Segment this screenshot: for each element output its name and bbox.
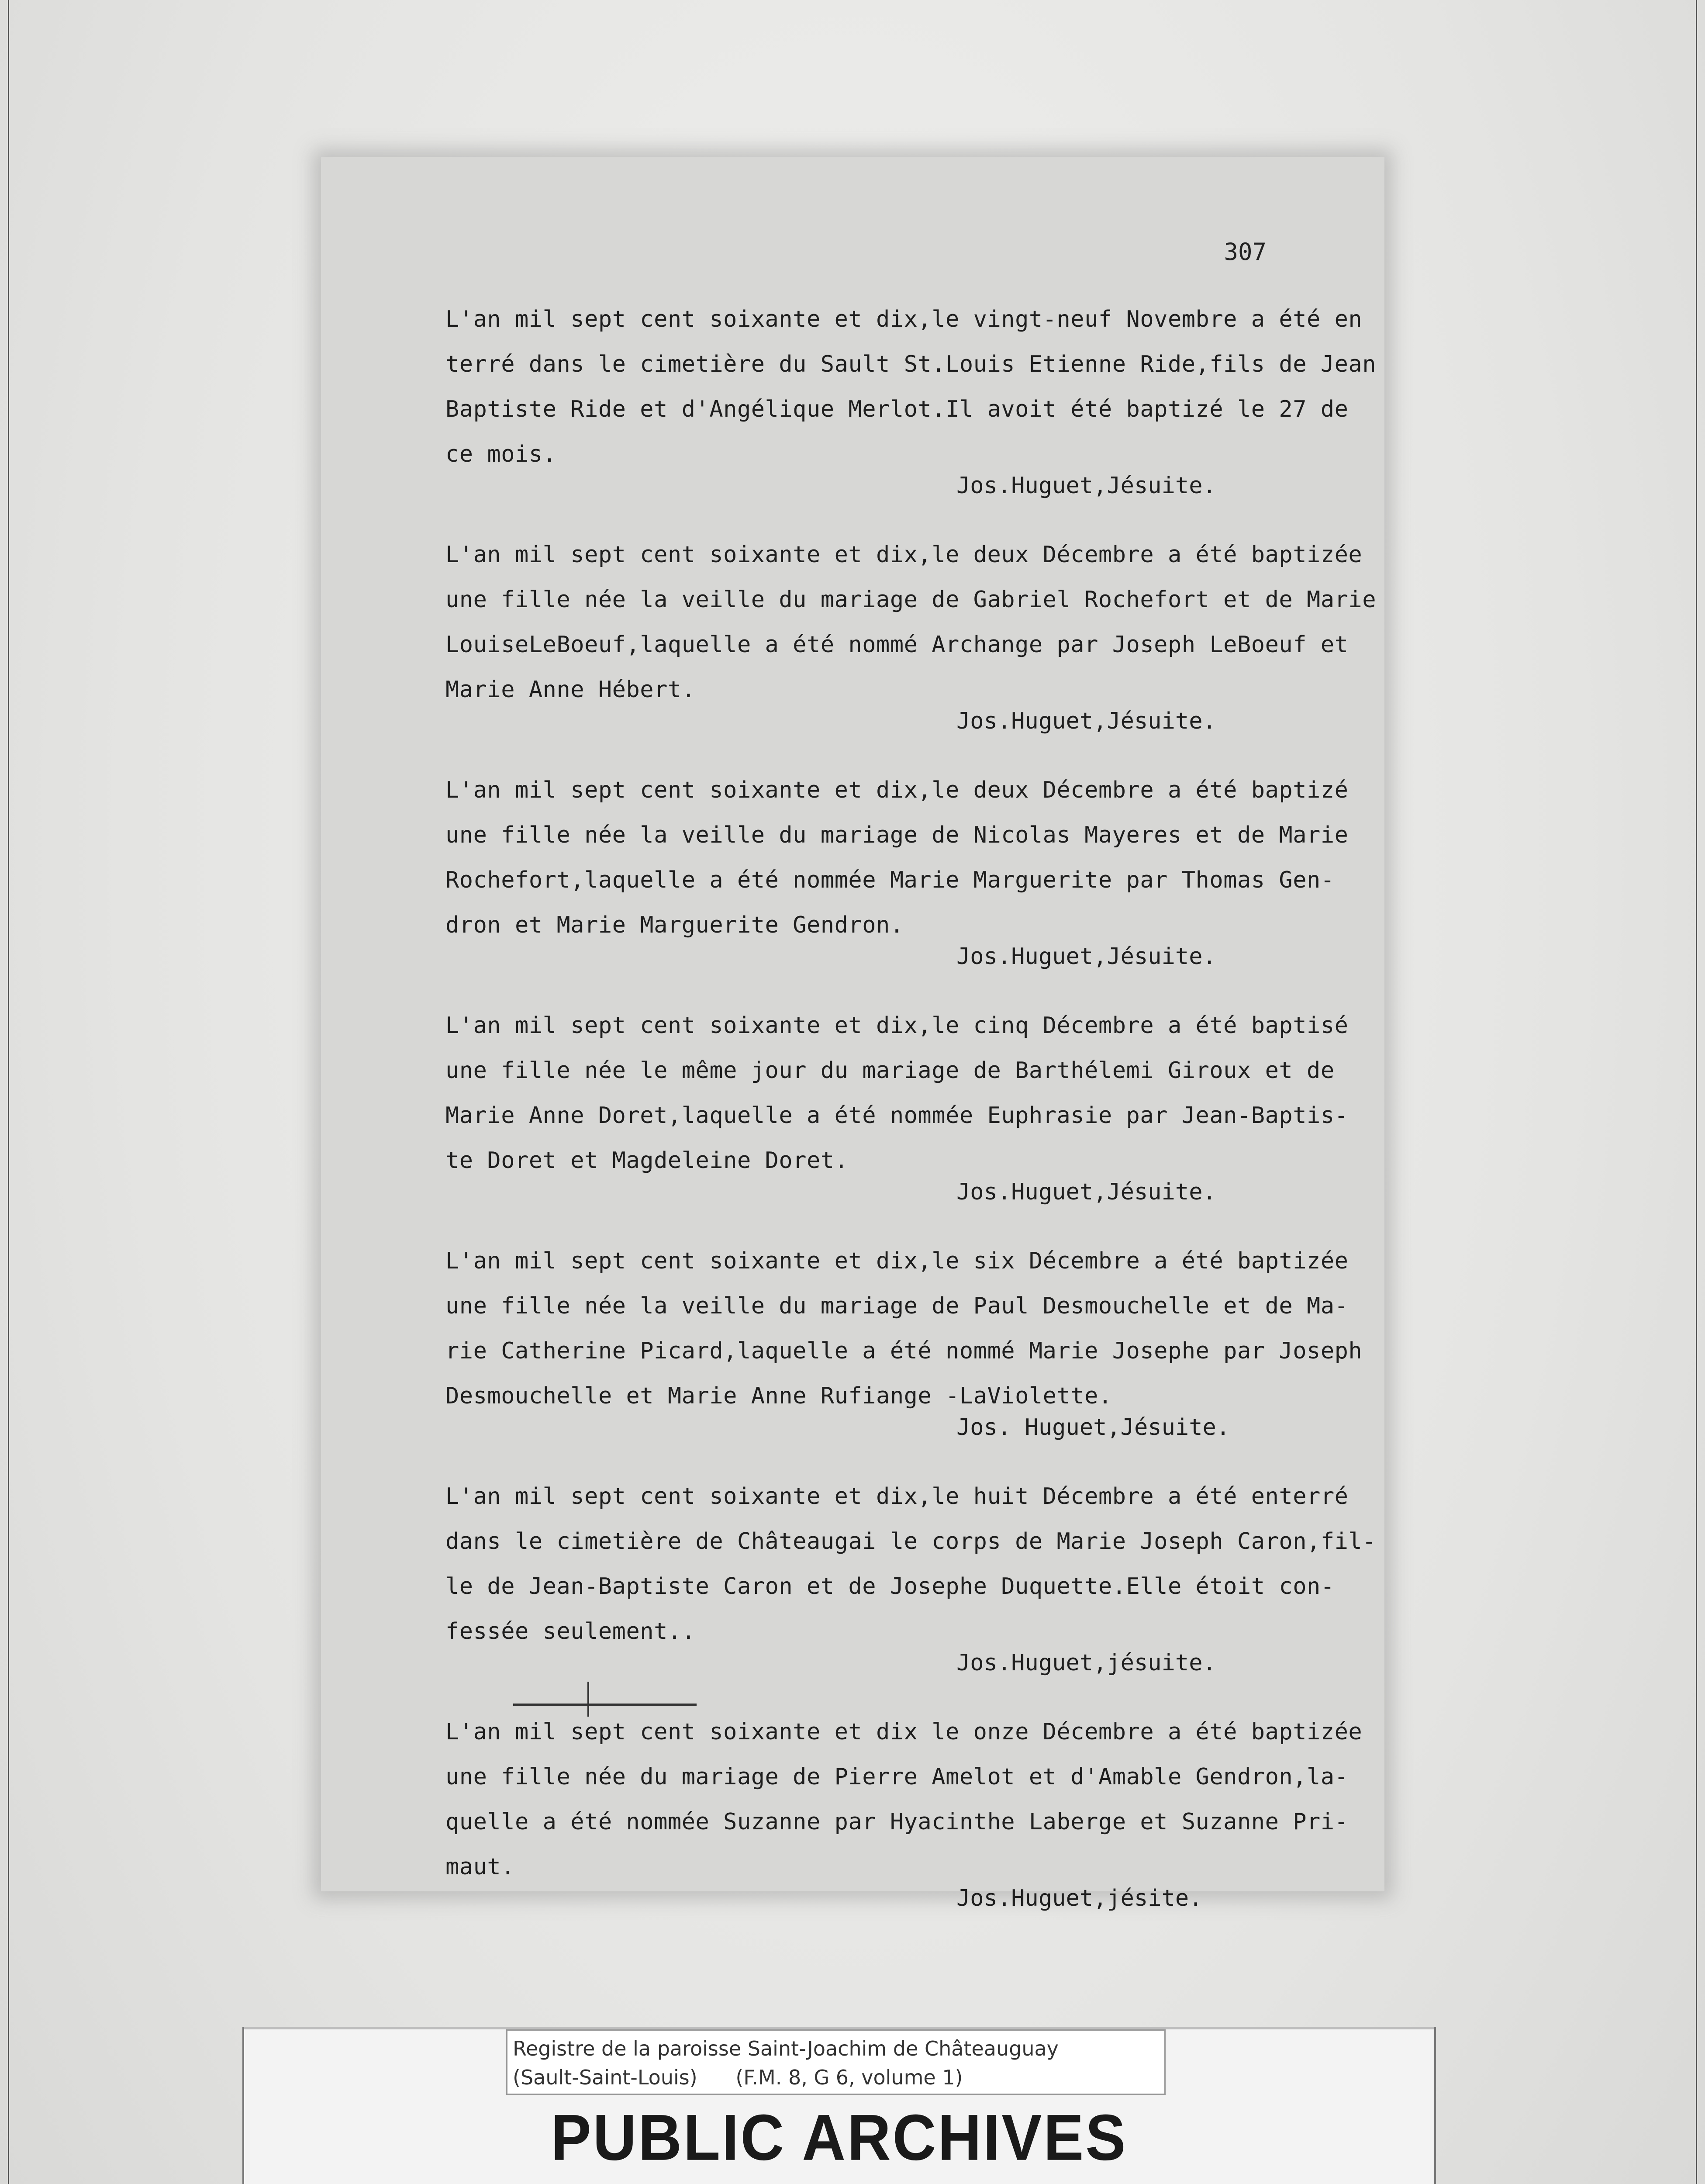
entry-text-line: terré dans le cimetière du Sault St.Louis Etienne Ride,fils de Jean <box>445 351 1377 377</box>
entry-text-line: le de Jean-Baptiste Caron et de Josephe Duquette.Elle étoit con- <box>445 1573 1335 1600</box>
entry-text-line: L'an mil sept cent soixante et dix,le deux Décembre a été baptizée <box>445 542 1363 568</box>
register-entries <box>445 297 1377 1945</box>
entry-text-line: rie Catherine Picard,laquelle a été nommé Marie Josephe par Joseph <box>445 1338 1363 1364</box>
entry-text-line: quelle a été nommée Suzanne par Hyacinthe Laberge et Suzanne Pri- <box>445 1809 1349 1835</box>
entry-text-line: ce mois. <box>445 441 557 467</box>
closing-rule-tick <box>587 1682 589 1717</box>
archives-title-english: PUBLIC ARCHIVES <box>551 2101 1128 2174</box>
entry-text-line: L'an mil sept cent soixante et dix,le huit Décembre a été enterré <box>445 1483 1349 1510</box>
register-entry <box>445 768 1349 970</box>
reference-label-citation: (Sault-Saint-Louis) (F.M. 8, G 6, volume 1) <box>513 2066 963 2089</box>
entry-text-line: une fille née le même jour du mariage de Barthélemi Giroux et de <box>445 1057 1335 1084</box>
entry-text-line: L'an mil sept cent soixante et dix,le deux Décembre a été baptizé <box>445 777 1349 803</box>
entry-signature: Jos. Huguet,Jésuite. <box>956 1414 1230 1441</box>
register-entry <box>445 532 1377 734</box>
entry-signature: Jos.Huguet,Jésuite. <box>956 943 1216 970</box>
entry-text-line: L'an mil sept cent soixante et dix,le six Décembre a été baptizée <box>445 1248 1349 1274</box>
frame-border-left <box>8 0 9 2184</box>
register-entry <box>445 1710 1363 1911</box>
entry-text-line: dron et Marie Marguerite Gendron. <box>445 912 904 938</box>
entry-text-line: maut. <box>445 1854 515 1880</box>
entry-text-line: fessée seulement.. <box>445 1618 696 1645</box>
reference-label <box>506 2029 1166 2095</box>
reference-label-title: Registre de la paroisse Saint-Joachim de Châteauguay <box>513 2037 1059 2060</box>
entry-text-line: une fille née la veille du mariage de Gabriel Rochefort et de Marie <box>445 587 1377 613</box>
entry-signature: Jos.Huguet,jésuite. <box>956 1650 1216 1676</box>
entry-text-line: L'an mil sept cent soixante et dix,le cinq Décembre a été baptisé <box>445 1013 1349 1039</box>
register-page <box>321 157 1384 1911</box>
entry-text-line: une fille née la veille du mariage de Paul Desmouchelle et de Ma- <box>445 1293 1349 1319</box>
entry-text-line: Baptiste Ride et d'Angélique Merlot.Il avoit été baptizé le 27 de <box>445 396 1349 422</box>
entry-text-line: Rochefort,laquelle a été nommée Marie Marguerite par Thomas Gen- <box>445 867 1335 893</box>
entry-text-line: L'an mil sept cent soixante et dix,le vingt-neuf Novembre a été en <box>445 306 1363 332</box>
entry-signature: Jos.Huguet,Jésuite. <box>956 1179 1216 1205</box>
entry-text-line: Desmouchelle et Marie Anne Rufiange -LaViolette. <box>445 1383 1112 1409</box>
frame-border-right <box>1696 0 1697 2184</box>
entry-text-line: Marie Anne Doret,laquelle a été nommée Euphrasie par Jean-Baptis- <box>445 1102 1349 1129</box>
register-entry <box>445 1474 1377 1676</box>
entry-signature: Jos.Huguet,Jésuite. <box>956 708 1216 734</box>
register-entry <box>445 297 1377 499</box>
entry-text-line: une fille née du mariage de Pierre Amelot et d'Amable Gendron,la- <box>445 1764 1349 1790</box>
page-number: 307 <box>1224 238 1267 266</box>
entry-text-line: L'an mil sept cent soixante et dix le onze Décembre a été baptizée <box>445 1719 1363 1745</box>
entry-text-line: te Doret et Magdeleine Doret. <box>445 1147 849 1174</box>
register-entry <box>445 1239 1363 1441</box>
entry-text-line: une fille née la veille du mariage de Nicolas Mayeres et de Marie <box>445 822 1349 848</box>
closing-rule <box>513 1704 697 1706</box>
register-entry <box>445 1003 1349 1205</box>
entry-text-line: LouiseLeBoeuf,laquelle a été nommé Archange par Joseph LeBoeuf et <box>445 632 1349 658</box>
entry-text-line: dans le cimetière de Châteaugai le corps de Marie Joseph Caron,fil- <box>445 1528 1377 1555</box>
entry-signature: Jos.Huguet,jésite. <box>956 1885 1203 1911</box>
entry-text-line: Marie Anne Hébert. <box>445 677 696 703</box>
archive-card <box>242 2027 1436 2184</box>
entry-signature: Jos.Huguet,Jésuite. <box>956 473 1216 499</box>
